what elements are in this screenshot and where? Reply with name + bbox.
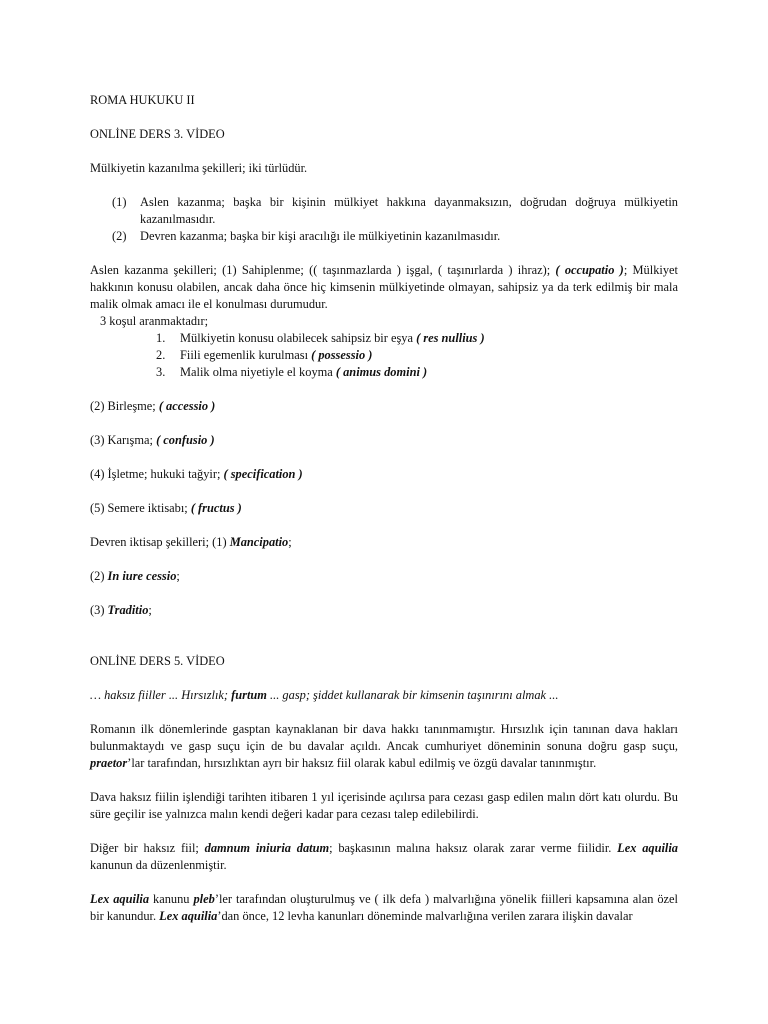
list-item	[112, 194, 678, 228]
paragraph-text: ’ler tarafından oluşturulmuş ve ( ilk defa ) malvarlığına yönelik fiilleri kapsamına alan özel bir kanundur.	[90, 892, 678, 923]
list-item	[112, 228, 678, 245]
document-title: ROMA HUKUKU II	[90, 93, 195, 107]
way-term: ( confusio )	[156, 433, 215, 447]
aslen-paragraph	[90, 262, 678, 313]
way-isletme	[90, 466, 678, 483]
damnum-term: damnum iniuria datum	[204, 841, 330, 855]
devren-term: In iure cessio	[107, 569, 177, 583]
dava-paragraph: Dava haksız fiilin işlendiği tarihten itibaren 1 yıl içerisinde açılırsa para cezası gasp edilen malın dört katı olurdu. Bu süre geçilir ise yalnızca malın kendi değeri kadar para cezası talep edilebilirdi.	[90, 790, 678, 821]
way-text: (2) Birleşme;	[90, 399, 159, 413]
paragraph-text: kanunu	[149, 892, 194, 906]
pleb-term: pleb	[193, 892, 215, 906]
way-term: ( accessio )	[158, 399, 216, 413]
devren-marker: (2)	[90, 569, 108, 583]
occupatio-term: ( occupatio )	[555, 263, 624, 277]
conditions-list	[90, 330, 678, 381]
way-birlesme	[90, 398, 678, 415]
acquisition-intro: Mülkiyetin kazanılma şekilleri; iki türlüdür.	[90, 161, 308, 175]
list-marker: (2)	[112, 229, 127, 243]
devren-paragraph	[90, 534, 678, 551]
list-item	[156, 330, 678, 347]
condition-term: ( animus domini )	[335, 365, 428, 379]
list-marker: 3.	[156, 365, 166, 379]
list-marker: 1.	[156, 331, 166, 345]
diger-paragraph	[90, 840, 678, 874]
furtum-term: furtum	[231, 688, 267, 702]
document-body	[90, 92, 678, 925]
list-marker: 2.	[156, 348, 166, 362]
intro-text: … haksız fiiller ... Hırsızlık;	[90, 688, 232, 702]
lesson-3-heading: ONLİNE DERS 3. VİDEO	[90, 127, 225, 141]
devren-end: ;	[176, 569, 180, 583]
intro-text: ... gasp; şiddet kullanarak bir kimsenin taşınırını almak ...	[266, 688, 559, 702]
list-item	[156, 364, 678, 381]
devren-term: Mancipatio	[229, 535, 289, 549]
list-item-text: Aslen kazanma; başka bir kişinin mülkiyet hakkına dayanmaksızın, doğrudan doğruya mülkiyetin kazanılmasıdır.	[140, 195, 678, 226]
lesson-5-intro	[90, 687, 678, 704]
way-karisma	[90, 432, 678, 449]
condition-term: ( possessio )	[311, 348, 373, 362]
way-term: ( fructus )	[190, 501, 242, 515]
devren-item-2	[90, 568, 678, 585]
way-text: (4) İşletme; hukuki tağyir;	[90, 467, 224, 481]
lesson-5-heading: ONLİNE DERS 5. VİDEO	[90, 654, 225, 668]
list-marker: (1)	[112, 195, 127, 209]
roma-paragraph	[90, 721, 678, 772]
condition-text: Mülkiyetin konusu olabilecek sahipsiz bir eşya	[180, 331, 417, 345]
devren-item-3	[90, 602, 678, 619]
lex-aquilia-term: Lex aquilia	[617, 841, 678, 855]
praetor-term: praetor	[90, 756, 128, 770]
lex-aquilia-term: Lex aquilia	[90, 892, 150, 906]
way-semere	[90, 500, 678, 517]
condition-text: Fiili egemenlik kurulması	[180, 348, 312, 362]
aslen-text-a: Aslen kazanma şekilleri; (1) Sahiplenme; (( taşınmazlarda ) işgal, ( taşınırlarda ) ihraz);	[90, 263, 556, 277]
way-term: ( specification )	[223, 467, 303, 481]
devren-end: ;	[148, 603, 152, 617]
devren-text: Devren iktisap şekilleri; (1)	[90, 535, 230, 549]
lex-aquilia-term: Lex aquilia	[159, 909, 218, 923]
devren-term: Traditio	[107, 603, 149, 617]
devren-end: ;	[288, 535, 292, 549]
way-text: (5) Semere iktisabı;	[90, 501, 191, 515]
paragraph-text: ’dan önce, 12 levha kanunları döneminde malvarlığına verilen zarara ilişkin davalar	[217, 909, 633, 923]
list-item-text	[180, 364, 427, 381]
paragraph-text: Romanın ilk dönemlerinde gasptan kaynaklanan bir dava hakkı tanınmamıştır. Hırsızlık için tanınan dava hakları bulunmaktaydı ve gasp suçu için de bu davalar açıldı. Ancak cumhuriyet döneminin sonuna doğru gasp suçu,	[90, 722, 678, 753]
list-item-text	[180, 330, 485, 347]
condition-text: Malik olma niyetiyle el koyma	[180, 365, 336, 379]
paragraph-text: ’lar tarafından, hırsızlıktan ayrı bir haksız fiil olarak kabul edilmiş ve özgü davalar tanınmıştır.	[127, 756, 597, 770]
paragraph-text: ; başkasının malına haksız olarak zarar verme fiilidir.	[329, 841, 618, 855]
list-item-text: Devren kazanma; başka bir kişi aracılığı ile mülkiyetinin kazanılmasıdır.	[140, 229, 501, 243]
acquisition-types-list	[90, 194, 678, 245]
conditions-intro: 3 koşul aranmaktadır;	[100, 314, 209, 328]
paragraph-text: kanunun da düzenlenmiştir.	[90, 858, 227, 872]
way-text: (3) Karışma;	[90, 433, 157, 447]
list-item	[156, 347, 678, 364]
list-item-text	[180, 347, 372, 364]
lex-paragraph	[90, 891, 678, 925]
aslen-text-b: ; Mülkiyet hakkının konusu olabilen, ancak daha önce hiç kimsenin mülkiyetinde olmayan, sahipsiz ya da terk edilmiş bir mala malik olmak amacı ile el konulması durumudur.	[90, 263, 678, 311]
paragraph-text: Diğer bir haksız fiil;	[90, 841, 205, 855]
condition-term: ( res nullius )	[416, 331, 485, 345]
devren-marker: (3)	[90, 603, 108, 617]
